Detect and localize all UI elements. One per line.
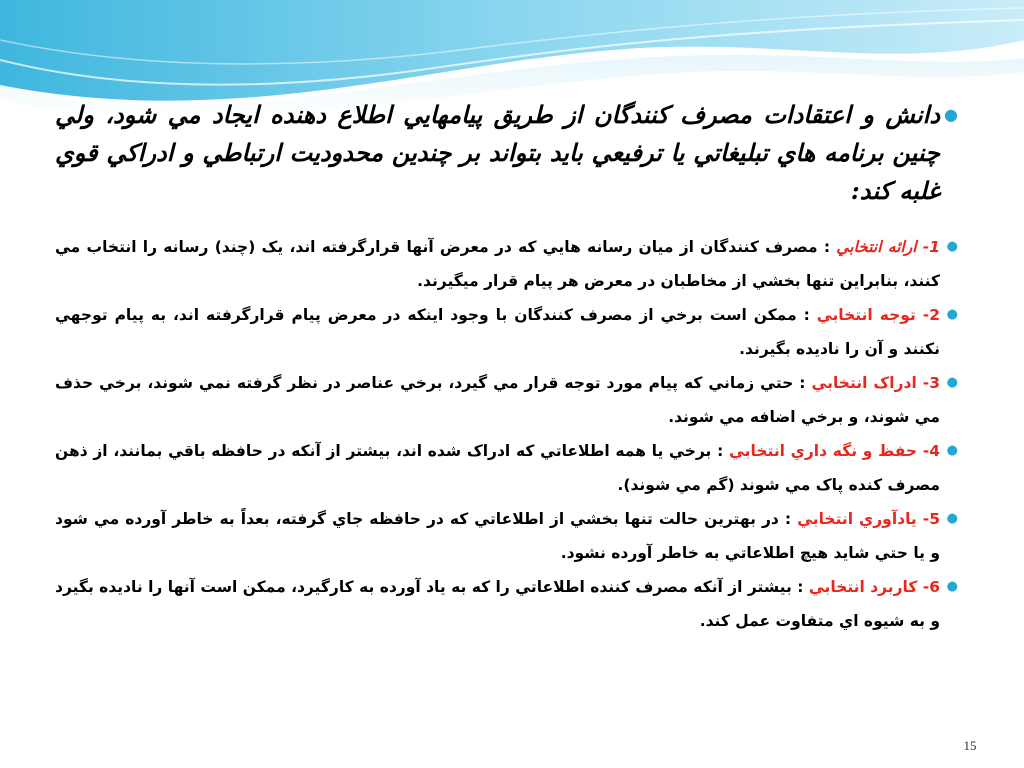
item-text: : برخي يا همه اطلاعاتي که ادراک شده اند، بيشتر از آنکه در حافظه باقي بمانند، از ذهن مصرف کنده پاک مي شوند (گم مي شوند). (55, 442, 940, 494)
list-item (55, 434, 958, 502)
slide-content (55, 96, 958, 638)
item-title: 1- ارائه انتخابي (836, 238, 940, 256)
item-title: 4- حفظ و نگه داري انتخابي (729, 442, 940, 460)
list-item (55, 502, 958, 570)
bullet-icon: ● (946, 443, 958, 458)
item-title: 2- توجه انتخابي (816, 306, 940, 324)
item-text: : بيشتر از آنكه مصرف كننده اطلاعاتي را كه به ياد آورده به كارگيرد، ممكن است آنها را ناديده بگيرد و به شيوه اي متفاوت عمل كند. (55, 578, 940, 630)
list-item (55, 230, 958, 298)
bullet-icon: ● (946, 511, 958, 526)
bullet-icon: ● (946, 579, 958, 594)
main-point-text: دانش و اعتقادات مصرف کنندگان از طريق پيامهايي اطلاع دهنده ايجاد مي شود، ولي چنين برنامه هاي تبليغاتي يا ترفيعي بايد بتواند بر چندين محدوديت ارتباطي و ادراكي قوي غلبه كند: (55, 100, 940, 205)
item-text: : حتي زماني که پيام مورد توجه قرار مي گيرد، برخي عناصر در نظر گرفته نمي شوند، برخي حذف مي شوند، و برخي اضافه مي شوند. (55, 374, 940, 426)
bullet-icon: ● (946, 375, 958, 390)
item-title: 5- يادآوري انتخابي (797, 510, 940, 528)
bullet-icon: ● (946, 307, 958, 322)
list-item (55, 298, 958, 366)
item-text: : ممکن است برخي از مصرف کنندگان با وجود اينکه در معرض پيام قرارگرفته اند، به پيام توجهي نكنند و آن را ناديده بگيرند. (55, 306, 940, 358)
list-item (55, 570, 958, 638)
item-text: : در بهترين حالت تنها بخشي از اطلاعاتي که در حافظه جاي گرفته، بعداً به خاطر آورده مي شود و يا حتي شايد هيچ اطلاعاتي به خاطر آورده نشود. (55, 510, 940, 562)
item-title: 6- كاربرد انتخابي (808, 578, 941, 596)
bullet-icon: ● (944, 105, 958, 124)
list-item (55, 366, 958, 434)
item-text: : مصرف کنندگان از ميان رسانه هايي که در معرض آنها قرارگرفته اند، يک (چند) رسانه را انتخاب مي کنند، بنابراين تنها بخشي از مخاطبان در معرض هر پيام قرار ميگيرند. (55, 238, 940, 290)
main-bullet-point (55, 96, 958, 210)
item-title: 3- ادراک انتخابي (811, 374, 940, 392)
bullet-icon: ● (946, 239, 958, 254)
page-number: 15 (963, 738, 977, 753)
